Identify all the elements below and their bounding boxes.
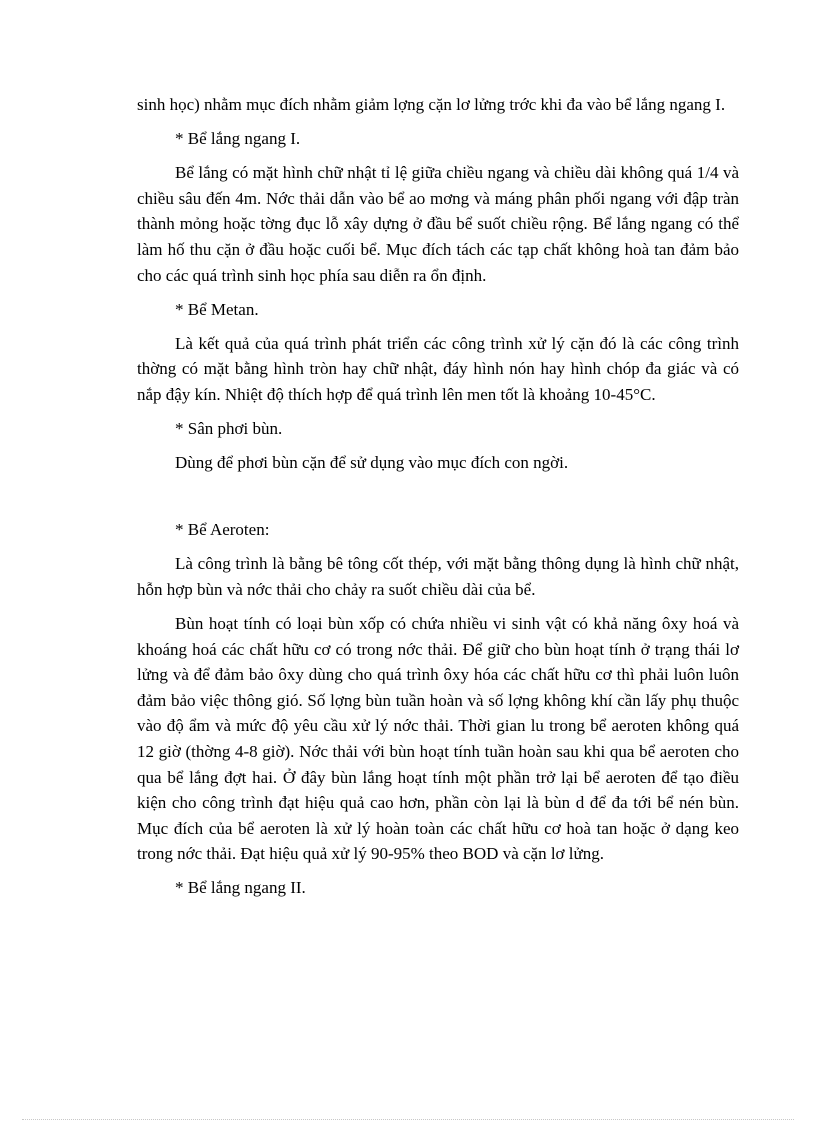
heading-lang-ngang-2: * Bể lắng ngang II. (175, 878, 306, 898)
paragraph-san-phoi-bun: Dùng để phơi bùn cặn để sử dụng vào mục đích con ngời. (175, 453, 569, 473)
blank-line (137, 484, 739, 517)
heading-metan: * Bể Metan. (175, 299, 259, 319)
paragraph-intro: sinh học) nhằm mục đích nhằm giảm lợng cặn lơ lửng trớc khi đa vào bể lắng ngang I. (137, 95, 726, 114)
document-body (137, 92, 739, 910)
page-bottom-rule (22, 1119, 794, 1120)
paragraph-metan: Là kết quả của quá trình phát triển các công trình xử lý cặn đó là các công trình thờng có mặt bằng hình tròn hay chữ nhật, đáy hình nón hay hình chóp đa giác và có nắp đậy kín. Nhiệt độ thích hợp để quá trình lên men tốt là khoảng 10-45°C. (137, 333, 739, 404)
heading-san-phoi-bun: * Sân phơi bùn. (175, 419, 283, 439)
paragraph-aeroten-2: Bùn hoạt tính có loại bùn xốp có chứa nhiều vi sinh vật có khả năng ôxy hoá và khoáng hoá các chất hữu cơ có trong nớc thải. Để giữ cho bùn hoạt tính ở trạng thái lơ lửng và để đảm bảo ôxy dùng cho quá trình ôxy hóa các chất hữu cơ thì phải luôn luôn đảm bảo việc thông gió. Số lợng bùn tuần hoàn và số lợng không khí cần lấy phụ thuộc vào độ ẩm và mức độ yêu cầu xử lý nớc thải. Thời gian lu trong bể aeroten không quá 12 giờ (thờng 4-8 giờ). Nớc thải với bùn hoạt tính tuần hoàn sau khi qua bể aeroten cho qua bể lắng đợt hai. Ở đây bùn lắng hoạt tính một phần trở lại bể aeroten để tạo điều kiện cho công trình đạt hiệu quả cao hơn, phần còn lại là bùn d để đa tới bể nén bùn. Mục đích của bể aeroten là xử lý hoàn toàn các chất hữu cơ hoà tan hoặc ở dạng keo trong nớc thải. Đạt hiệu quả xử lý 90-95% theo BOD và cặn lơ lửng. (137, 614, 739, 864)
paragraph-lang-ngang-1: Bể lắng có mặt hình chữ nhật tỉ lệ giữa chiều ngang và chiều dài không quá 1/4 và chiều sâu đến 4m. Nớc thải dẫn vào bể ao mơng và máng phân phối ngang với đập tràn thành mỏng hoặc tờng đục lỗ xây dựng ở đầu bể suốt chiều rộng. Bể lắng ngang có thể làm hố thu cặn ở đầu hoặc cuối bể. Mục đích tách các tạp chất không hoà tan đảm bảo cho các quá trình sinh học phía sau diễn ra ổn định. (137, 163, 739, 285)
paragraph-aeroten-1: Là công trình là bằng bê tông cốt thép, với mặt bằng thông dụng là hình chữ nhật, hỗn hợp bùn và nớc thải cho chảy ra suốt chiều dài của bể. (137, 554, 739, 599)
heading-aeroten: * Bể Aeroten: (175, 520, 270, 540)
heading-lang-ngang-1: * Bể lắng ngang I. (175, 129, 301, 149)
